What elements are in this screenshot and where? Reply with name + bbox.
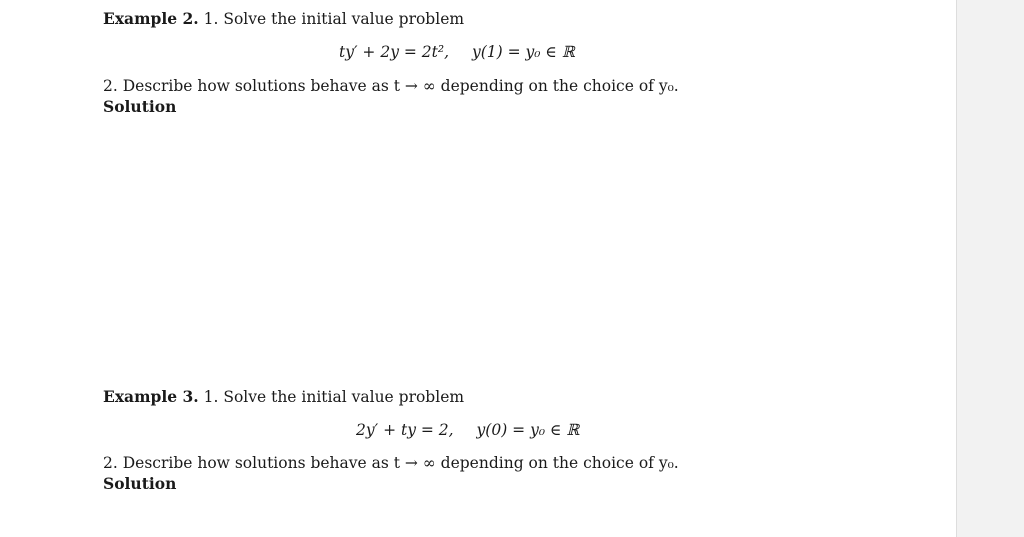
example-2-problem-line <box>103 9 464 29</box>
example-3-problem-line <box>103 387 464 407</box>
example-2-ode: ty′ + 2y = 2t², <box>339 43 454 61</box>
example-3-solution-label: Solution <box>103 474 177 493</box>
example-3-part2: 2. Describe how solutions behave as t → ∞ depending on the choice of y₀. <box>103 454 679 472</box>
example-3-ode: 2y′ + ty = 2, <box>356 421 459 439</box>
example-2-solution-label: Solution <box>103 97 177 116</box>
example-2-heading: Example 2. <box>103 9 199 28</box>
example-2-part1: 1. Solve the initial value problem <box>203 10 465 28</box>
example-3-part1: 1. Solve the initial value problem <box>203 388 465 406</box>
example-2-equation <box>339 42 575 62</box>
example-2-part2: 2. Describe how solutions behave as t → ∞ depending on the choice of y₀. <box>103 77 679 95</box>
example-3-initial-condition: y(0) = y₀ ∈ ℝ <box>476 421 580 439</box>
side-panel <box>956 0 1024 537</box>
example-3-equation <box>356 420 579 440</box>
example-3-heading: Example 3. <box>103 387 199 406</box>
example-2-initial-condition: y(1) = y₀ ∈ ℝ <box>471 43 575 61</box>
